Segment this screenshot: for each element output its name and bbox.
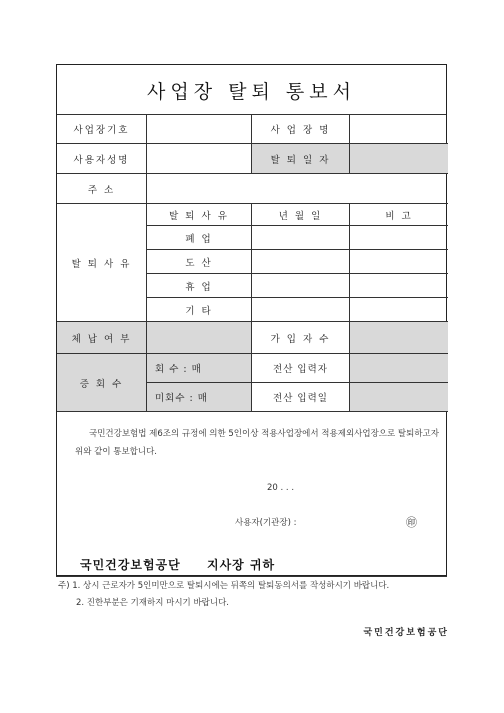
reason-other: 기 타: [147, 298, 252, 322]
reason-bankruptcy-note[interactable]: [350, 250, 448, 274]
reason-closure: 폐 업: [147, 226, 252, 250]
workplace-name-label: 사 업 장 명: [252, 114, 350, 144]
reason-bankruptcy: 도 산: [147, 250, 252, 274]
employer-name-field[interactable]: [147, 144, 252, 174]
form-title: 사업장 탈퇴 통보서: [147, 81, 356, 103]
withdraw-reason-label: 탈 퇴 사 유: [57, 204, 147, 322]
addressee-org: 국민건강보험공단: [80, 558, 181, 572]
employer-name-label: 사용자성명: [57, 144, 147, 174]
reason-suspension-note[interactable]: [350, 274, 448, 298]
reason-other-note[interactable]: [350, 298, 448, 322]
payment-status-label: 체 납 여 부: [57, 322, 147, 354]
signer-label: 사용자(기관장) :: [235, 518, 297, 528]
members-field: [350, 322, 448, 354]
note-1: 주) 1. 상시 근로자가 5인미만으로 탈퇴시에는 뒤쪽의 탈퇴동의서를 작성하시기 바랍니다.: [58, 581, 390, 591]
date-line: 20 . . .: [267, 483, 295, 493]
address-label: 주 소: [57, 174, 147, 204]
workplace-id-label: 사업장기호: [57, 114, 147, 144]
computer-entry-label: 전산 입력자: [252, 354, 350, 383]
reason-closure-note[interactable]: [350, 226, 448, 250]
reason-other-date[interactable]: [252, 298, 350, 322]
uncollected-label: 미회수 : 매: [147, 383, 252, 412]
withdraw-date-label: 탈 퇴 일 자: [252, 144, 350, 174]
ymd-header: 년 월 일: [252, 204, 350, 226]
computer-entry-field: [350, 354, 448, 383]
computer-entry-date-field: [350, 383, 448, 412]
notice-form: [56, 64, 447, 576]
addressee-suffix: 지사장 귀하: [207, 558, 276, 572]
reason-bankruptcy-date[interactable]: [252, 250, 350, 274]
reason-header: 탈 퇴 사 유: [147, 204, 252, 226]
members-label: 가 입 자 수: [252, 322, 350, 354]
workplace-name-field[interactable]: [350, 114, 448, 144]
payment-status-field: [147, 322, 252, 354]
reason-closure-date[interactable]: [252, 226, 350, 250]
withdraw-date-field: [350, 144, 448, 174]
note-2: 2. 진한부분은 기재하지 마시기 바랍니다.: [76, 598, 229, 608]
address-field[interactable]: [147, 174, 448, 204]
reason-suspension-date[interactable]: [252, 274, 350, 298]
footer-org: 국민건강보험공단: [363, 628, 449, 638]
workplace-id-field[interactable]: [147, 114, 252, 144]
body-text: 국민건강보험법 제6조의 규정에 의한 5인이상 적용사업장에서 적용제외사업장으로 탈퇴하고자 위와 같이 통보합니다.: [75, 429, 439, 457]
certificate-label: 증 회 수: [57, 354, 147, 412]
count-label: 회 수 : 매: [147, 354, 252, 383]
computer-entry-date-label: 전산 입력일: [252, 383, 350, 412]
note-header: 비 고: [350, 204, 448, 226]
reason-suspension: 휴 업: [147, 274, 252, 298]
seal-mark: ㊞: [406, 516, 417, 529]
